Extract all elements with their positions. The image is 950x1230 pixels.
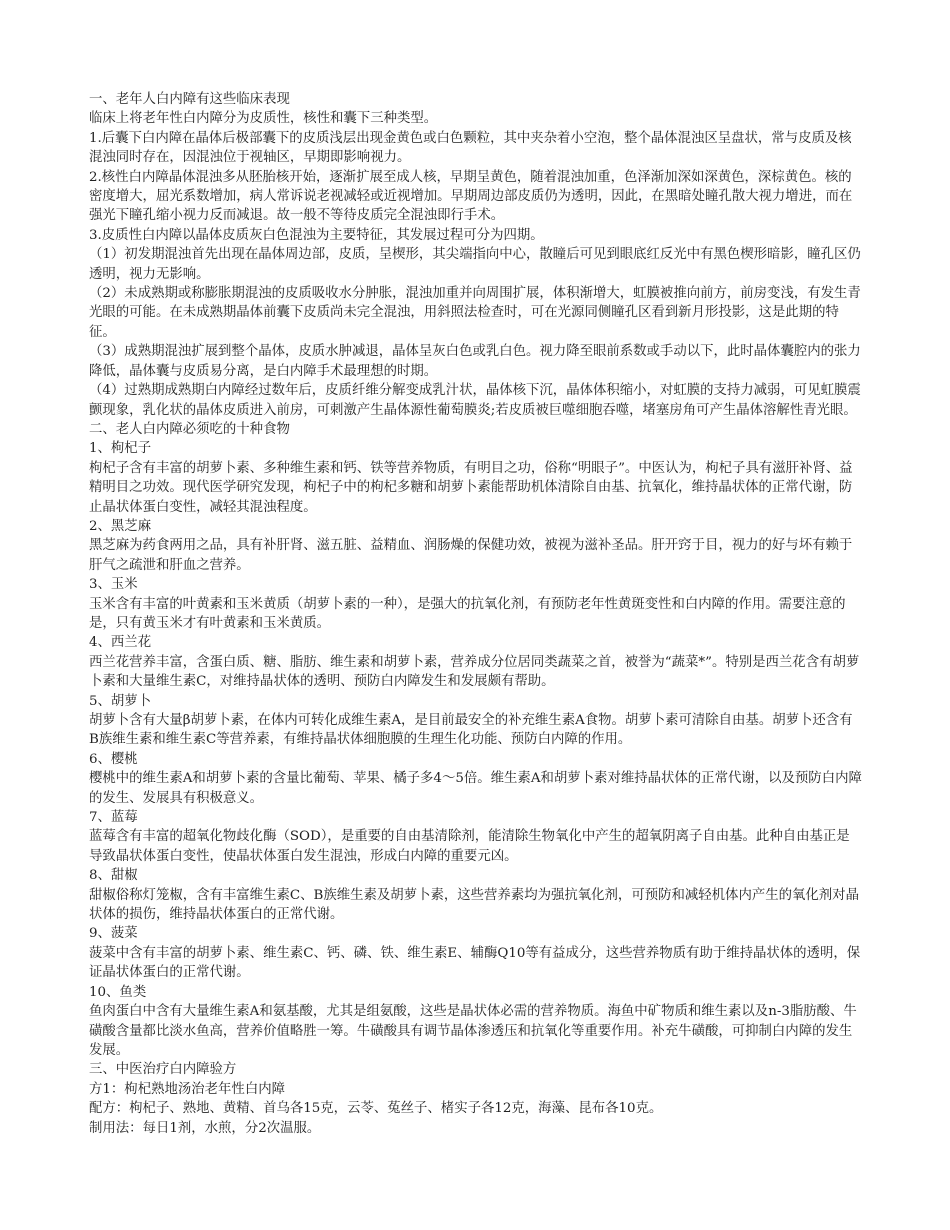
food-heading-fish: 10、鱼类 [89,984,147,1000]
food-text-cherry: 樱桃中的维生素A和胡萝卜素的含量比葡萄、苹果、橘子多4～5倍。维生素A和胡萝卜素对维持晶状体的正常代谢，以及预防白内障的发生、发展具有积极意义。 [89,771,862,806]
paragraph-stage-1: （1）初发期混浊首先出现在晶体周边部，皮质，呈楔形，其尖端指向中心，散瞳后可见到眼底红反光中有黑色楔形暗影，瞳孔区仍透明，视力无影响。 [89,247,861,282]
paragraph-stage-3: （3）成熟期混浊扩展到整个晶体，皮质水肿减退，晶体呈灰白色或乳白色。视力降至眼前系数或手动以下，此时晶体囊腔内的张力降低，晶体囊与皮质易分离，是白内障手术最理想的时期。 [89,344,861,379]
food-heading-cherry: 6、樱桃 [89,751,138,767]
food-text-carrot: 胡萝卜含有大量β胡萝卜素，在体内可转化成维生素A，是目前最安全的补充维生素A食物。胡萝卜素可清除自由基。胡萝卜还含有B族维生素和维生素C等营养素，有维持晶状体细胞膜的生理生化功能、预防白内障的作用。 [89,713,853,748]
food-text-bell-pepper: 甜椒俗称灯笼椒，含有丰富维生素C、B族维生素及胡萝卜素，这些营养素均为强抗氧化剂，可预防和减轻机体内产生的氧化剂对晶状体的损伤，维持晶状体蛋白的正常代谢。 [89,887,859,923]
food-text-black-sesame: 黑芝麻为药食两用之品，具有补肝肾、滋五脏、益精血、润肠燥的保健功效，被视为滋补圣品。肝开窍于目，视力的好与坏有赖于肝气之疏泄和肝血之营养。 [89,538,853,573]
food-heading-broccoli: 4、西兰花 [89,635,152,651]
food-heading-carrot: 5、胡萝卜 [89,693,152,709]
food-heading-goji: 1、枸杞子 [89,441,152,457]
paragraph-posterior-subcapsular: 1.后囊下白内障在晶体后极部囊下的皮质浅层出现金黄色或白色颗粒，其中夹杂着小空泡，整个晶体混浊区呈盘状，常与皮质及核混浊同时存在，因混浊位于视轴区，早期即影响视力。 [89,130,852,166]
paragraph-stage-2: （2）未成熟期或称膨胀期混浊的皮质吸收水分肿胀，混浊加重并向周围扩展，体积渐增大，虹膜被推向前方，前房变浅，有发生青光眼的可能。在未成熟期晶体前囊下皮质尚未完全混浊，用斜照法检查时，可在光源同侧瞳孔区看到新月形投影，这是此期的特征。 [89,286,861,340]
food-text-fish: 鱼肉蛋白中含有大量维生素A和氨基酸，尤其是组氨酸，这些是晶状体必需的营养物质。海鱼中矿物质和维生素以及n-3脂肪酸、牛磺酸含量都比淡水鱼高，营养价值略胜一筹。牛磺酸具有调节晶体渗透压和抗氧化等重要作用。补充牛磺酸，可抑制白内障的发生发展。 [89,1004,857,1058]
paragraph-stage-4: （4）过熟期成熟期白内障经过数年后，皮质纤维分解变成乳汁状，晶体核下沉，晶体体积缩小，对虹膜的支持力减弱，可见虹膜震颤现象，乳化状的晶体皮质进入前房，可刺激产生晶体源性葡萄膜炎;若皮质被巨噬细胞吞噬，堵塞房角可产生晶体溶解性青光眼。 [89,383,861,418]
food-heading-bell-pepper: 8、甜椒 [89,868,138,884]
paragraph-cortical: 3.皮质性白内障以晶体皮质灰白色混浊为主要特征，其发展过程可分为四期。 [89,227,544,243]
food-heading-blueberry: 7、蓝莓 [89,810,138,826]
paragraph-nuclear: 2.核性白内障晶体混浊多从胚胎核开始，逐渐扩展至成人核，早期呈黄色，随着混浊加重，色泽渐加深如深黄色，深棕黄色。核的密度增大，屈光系数增加，病人常诉说老视减轻或近视增加。早期周边部皮质仍为透明，因此，在黑暗处瞳孔散大视力增进，而在强光下瞳孔缩小视力反而减退。故一般不等待皮质完全混浊即行手术。 [89,169,853,224]
food-text-blueberry: 蓝莓含有丰富的超氧化物歧化酶（SOD），是重要的自由基清除剂，能清除生物氧化中产生的超氧阴离子自由基。此种自由基正是导致晶状体蛋白变性，使晶状体蛋白发生混浊，形成白内障的重要元凶。 [89,829,850,864]
food-text-corn: 玉米含有丰富的叶黄素和玉米黄质（胡萝卜素的一种），是强大的抗氧化剂，有预防老年性黄斑变性和白内障的作用。需要注意的是，只有黄玉米才有叶黄素和玉米黄质。 [89,596,846,631]
food-heading-corn: 3、玉米 [89,577,138,593]
recipe-ingredients: 配方：枸杞子、熟地、黄精、首乌各15克，云苓、菟丝子、楮实子各12克，海藻、昆布各10克。 [89,1101,663,1117]
food-text-broccoli: 西兰花营养丰富，含蛋白质、糖、脂肪、维生素和胡萝卜素，营养成分位居同类蔬菜之首，被誉为“蔬菜*”。特别是西兰花含有胡萝卜素和大量维生素C，对维持晶状体的透明、预防白内障发生和发展颇有帮助。 [89,654,860,690]
recipe-title: 方1：枸杞熟地汤治老年性白内障 [89,1081,285,1097]
recipe-usage: 制用法：每日1剂，水煎，分2次温服。 [89,1120,321,1136]
food-heading-black-sesame: 2、黑芝麻 [89,518,152,534]
food-text-spinach: 菠菜中含有丰富的胡萝卜素、维生素C、钙、磷、铁、维生素E、辅酶Q10等有益成分，这些营养物质有助于维持晶状体的透明，保证晶状体蛋白的正常代谢。 [89,945,861,981]
section-heading-tcm: 三、中医治疗白内障验方 [89,1062,237,1078]
food-text-goji: 枸杞子含有丰富的胡萝卜素、多种维生素和钙、铁等营养物质，有明目之功，俗称“明眼子”。中医认为，枸杞子具有滋肝补肾、益精明目之功效。现代医学研究发现，枸杞子中的枸杞多糖和胡萝卜素能帮助机体清除自由基、抗氧化，维持晶状体的正常代谢，防止晶状体蛋白变性，减轻其混浊程度。 [89,460,853,515]
section-heading-foods: 二、老人白内障必须吃的十种食物 [89,421,290,437]
paragraph-types: 临床上将老年性白内障分为皮质性，核性和囊下三种类型。 [89,111,438,127]
food-heading-spinach: 9、菠菜 [89,926,138,942]
section-heading-clinical: 一、老年人白内障有这些临床表现 [89,92,290,107]
